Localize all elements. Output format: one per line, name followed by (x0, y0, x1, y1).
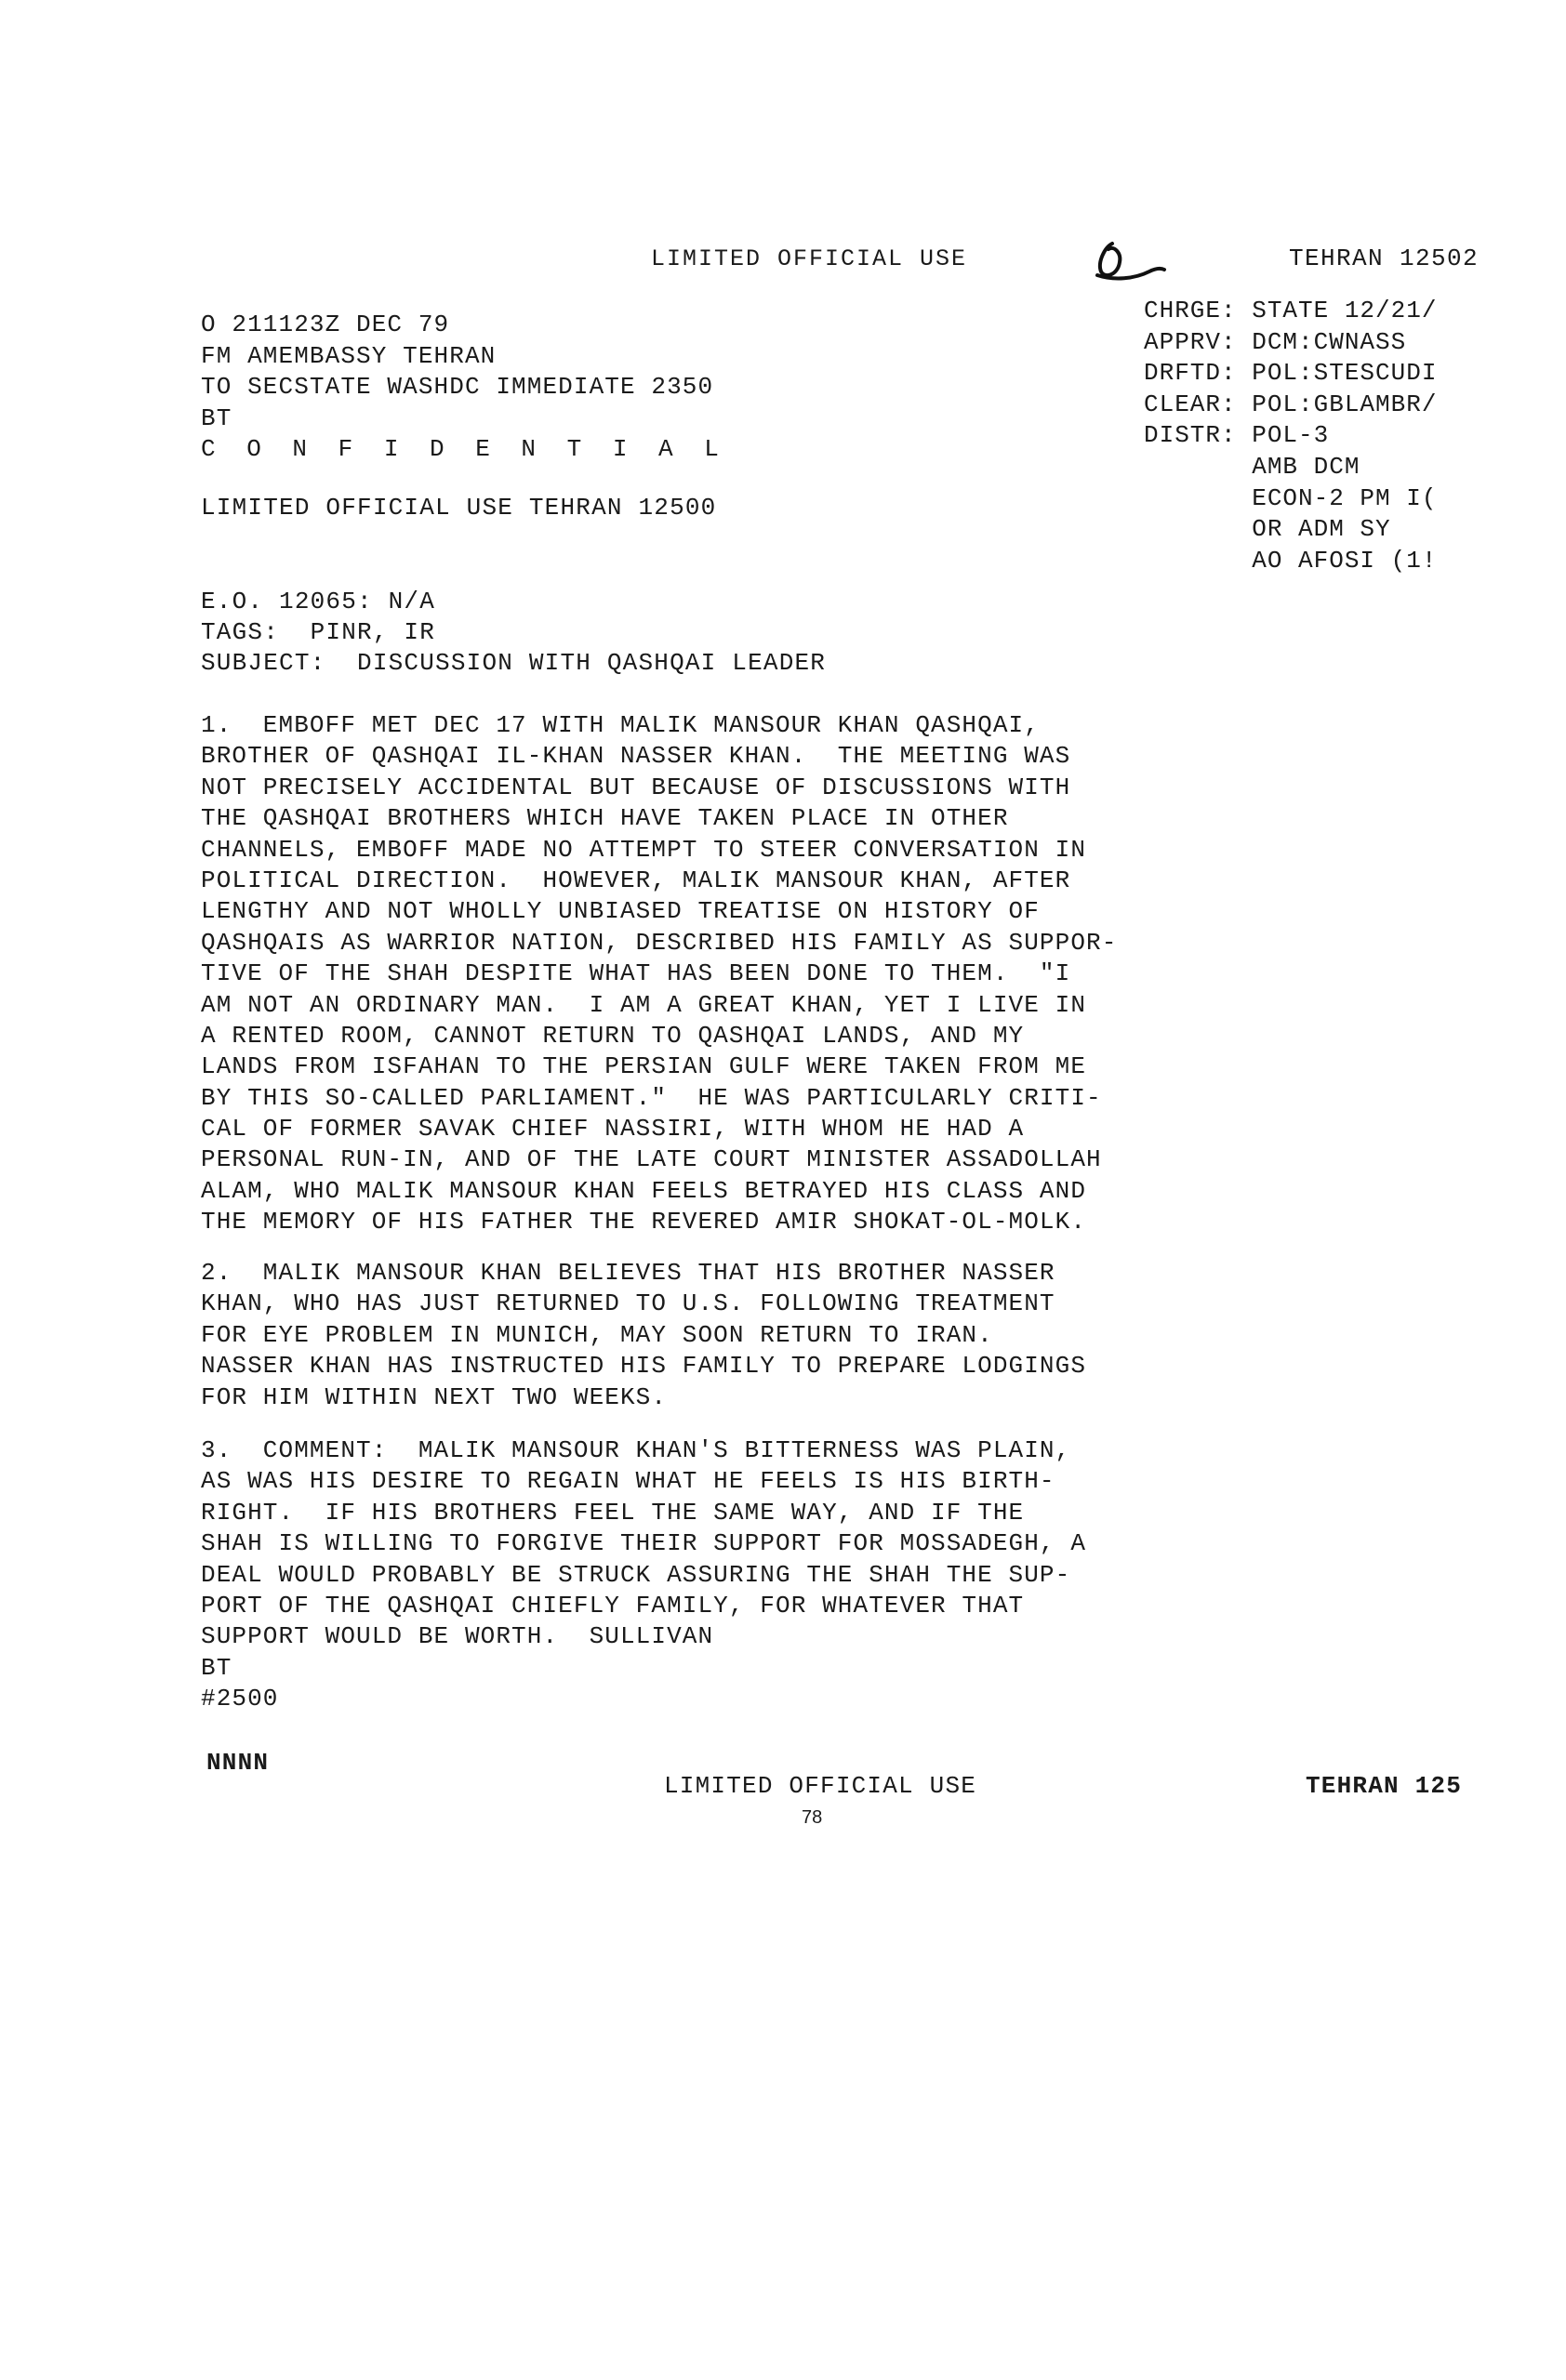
message-header-line: O 211123Z DEC 79 (201, 311, 450, 338)
paragraph-line: BY THIS SO-CALLED PARLIAMENT." HE WAS PARTICULARLY CRITI- (201, 1083, 1102, 1112)
routing-line: AMB DCM (1144, 452, 1360, 481)
footer-classification: LIMITED OFFICIAL USE (664, 1772, 977, 1800)
routing-line: OR ADM SY (1144, 515, 1391, 544)
paragraph-line: LENGTHY AND NOT WHOLLY UNBIASED TREATISE ON HISTORY OF (201, 897, 1040, 926)
closing-line: #2500 (201, 1685, 279, 1713)
routing-line: DRFTD: POL:STESCUDI (1144, 359, 1438, 388)
paragraph-2 (201, 1258, 1086, 1413)
classification-line: LIMITED OFFICIAL USE TEHRAN 12500 (201, 494, 717, 522)
header-classification: LIMITED OFFICIAL USE (651, 245, 968, 272)
message-header-line: BT (201, 403, 232, 432)
paragraph-line: QASHQAIS AS WARRIOR NATION, DESCRIBED HIS FAMILY AS SUPPOR- (201, 928, 1118, 957)
routing-line: APPRV: DCM:CWNASS (1144, 327, 1407, 356)
routing-line: ECON-2 PM I( (1144, 483, 1438, 512)
routing-line: DISTR: POL-3 (1144, 421, 1330, 450)
paragraph-line: RIGHT. IF HIS BROTHERS FEEL THE SAME WAY, AND IF THE (201, 1498, 1025, 1527)
paragraph-line: PERSONAL RUN-IN, AND OF THE LATE COURT MINISTER ASSADOLLAH (201, 1145, 1102, 1174)
end-marker: NNNN (206, 1749, 270, 1777)
paragraph-line: AM NOT AN ORDINARY MAN. I AM A GREAT KHAN, YET I LIVE IN (201, 990, 1087, 1019)
message-header-line: FM AMEMBASSY TEHRAN (201, 341, 497, 370)
paragraph-line: FOR EYE PROBLEM IN MUNICH, MAY SOON RETURN TO IRAN. (201, 1320, 993, 1349)
handwritten-initials-icon (1077, 234, 1170, 286)
closing-line: BT (201, 1653, 232, 1682)
subject-line: SUBJECT: DISCUSSION WITH QASHQAI LEADER (201, 649, 827, 677)
paragraph-line: AS WAS HIS DESIRE TO REGAIN WHAT HE FEELS IS HIS BIRTH- (201, 1467, 1055, 1496)
paragraph-line: CHANNELS, EMBOFF MADE NO ATTEMPT TO STEER CONVERSATION IN (201, 835, 1087, 864)
paragraph-line: POLITICAL DIRECTION. HOWEVER, MALIK MANSOUR KHAN, AFTER (201, 866, 1071, 894)
footer-reference: TEHRAN 125 (1306, 1772, 1463, 1800)
routing-block (1144, 296, 1566, 576)
confidential-marking: C O N F I D E N T I A L (201, 435, 727, 464)
paragraph-line: ALAM, WHO MALIK MANSOUR KHAN FEELS BETRAYED HIS CLASS AND (201, 1176, 1087, 1205)
paragraph-line: A RENTED ROOM, CANNOT RETURN TO QASHQAI LANDS, AND MY (201, 1021, 1025, 1050)
routing-line: AO AFOSI (1! (1144, 546, 1438, 575)
routing-line: CLEAR: POL:GBLAMBR/ (1144, 390, 1438, 418)
paragraph-line: KHAN, WHO HAS JUST RETURNED TO U.S. FOLLOWING TREATMENT (201, 1289, 1055, 1318)
paragraph-line: 1. EMBOFF MET DEC 17 WITH MALIK MANSOUR KHAN QASHQAI, (201, 711, 1040, 739)
paragraph-line: 2. MALIK MANSOUR KHAN BELIEVES THAT HIS BROTHER NASSER (201, 1259, 1055, 1287)
message-header-line: TO SECSTATE WASHDC IMMEDIATE 2350 (201, 373, 714, 402)
header-reference: TEHRAN 12502 (1289, 245, 1480, 272)
paragraph-line: CAL OF FORMER SAVAK CHIEF NASSIRI, WITH WHOM HE HAD A (201, 1115, 1025, 1144)
paragraph-line: SUPPORT WOULD BE WORTH. SULLIVAN (201, 1622, 714, 1651)
paragraph-line: BROTHER OF QASHQAI IL-KHAN NASSER KHAN. THE MEETING WAS (201, 742, 1071, 771)
paragraph-line: LANDS FROM ISFAHAN TO THE PERSIAN GULF WERE TAKEN FROM ME (201, 1052, 1087, 1081)
paragraph-line: TIVE OF THE SHAH DESPITE WHAT HAS BEEN DONE TO THEM. "I (201, 959, 1071, 988)
eo-line: E.O. 12065: N/A (201, 588, 436, 615)
paragraph-line: THE QASHQAI BROTHERS WHICH HAVE TAKEN PLACE IN OTHER (201, 804, 1009, 833)
paragraph-line: THE MEMORY OF HIS FATHER THE REVERED AMIR SHOKAT-OL-MOLK. (201, 1208, 1087, 1236)
message-header (201, 310, 727, 466)
paragraph-line: NOT PRECISELY ACCIDENTAL BUT BECAUSE OF DISCUSSIONS WITH (201, 773, 1071, 801)
paragraph-line: PORT OF THE QASHQAI CHIEFLY FAMILY, FOR WHATEVER THAT (201, 1591, 1025, 1620)
paragraph-1 (201, 710, 1117, 1238)
paragraph-3 (201, 1435, 1086, 1715)
paragraph-line: DEAL WOULD PROBABLY BE STRUCK ASSURING THE SHAH THE SUP- (201, 1560, 1071, 1589)
paragraph-line: SHAH IS WILLING TO FORGIVE THEIR SUPPORT FOR MOSSADEGH, A (201, 1529, 1087, 1558)
tags-line: TAGS: PINR, IR (201, 618, 436, 646)
page-number: 78 (802, 1807, 823, 1828)
paragraph-line: NASSER KHAN HAS INSTRUCTED HIS FAMILY TO PREPARE LODGINGS (201, 1352, 1087, 1381)
routing-line: CHRGE: STATE 12/21/ (1144, 297, 1438, 324)
paragraph-line: FOR HIM WITHIN NEXT TWO WEEKS. (201, 1382, 668, 1411)
paragraph-line: 3. COMMENT: MALIK MANSOUR KHAN'S BITTERNESS WAS PLAIN, (201, 1436, 1071, 1464)
